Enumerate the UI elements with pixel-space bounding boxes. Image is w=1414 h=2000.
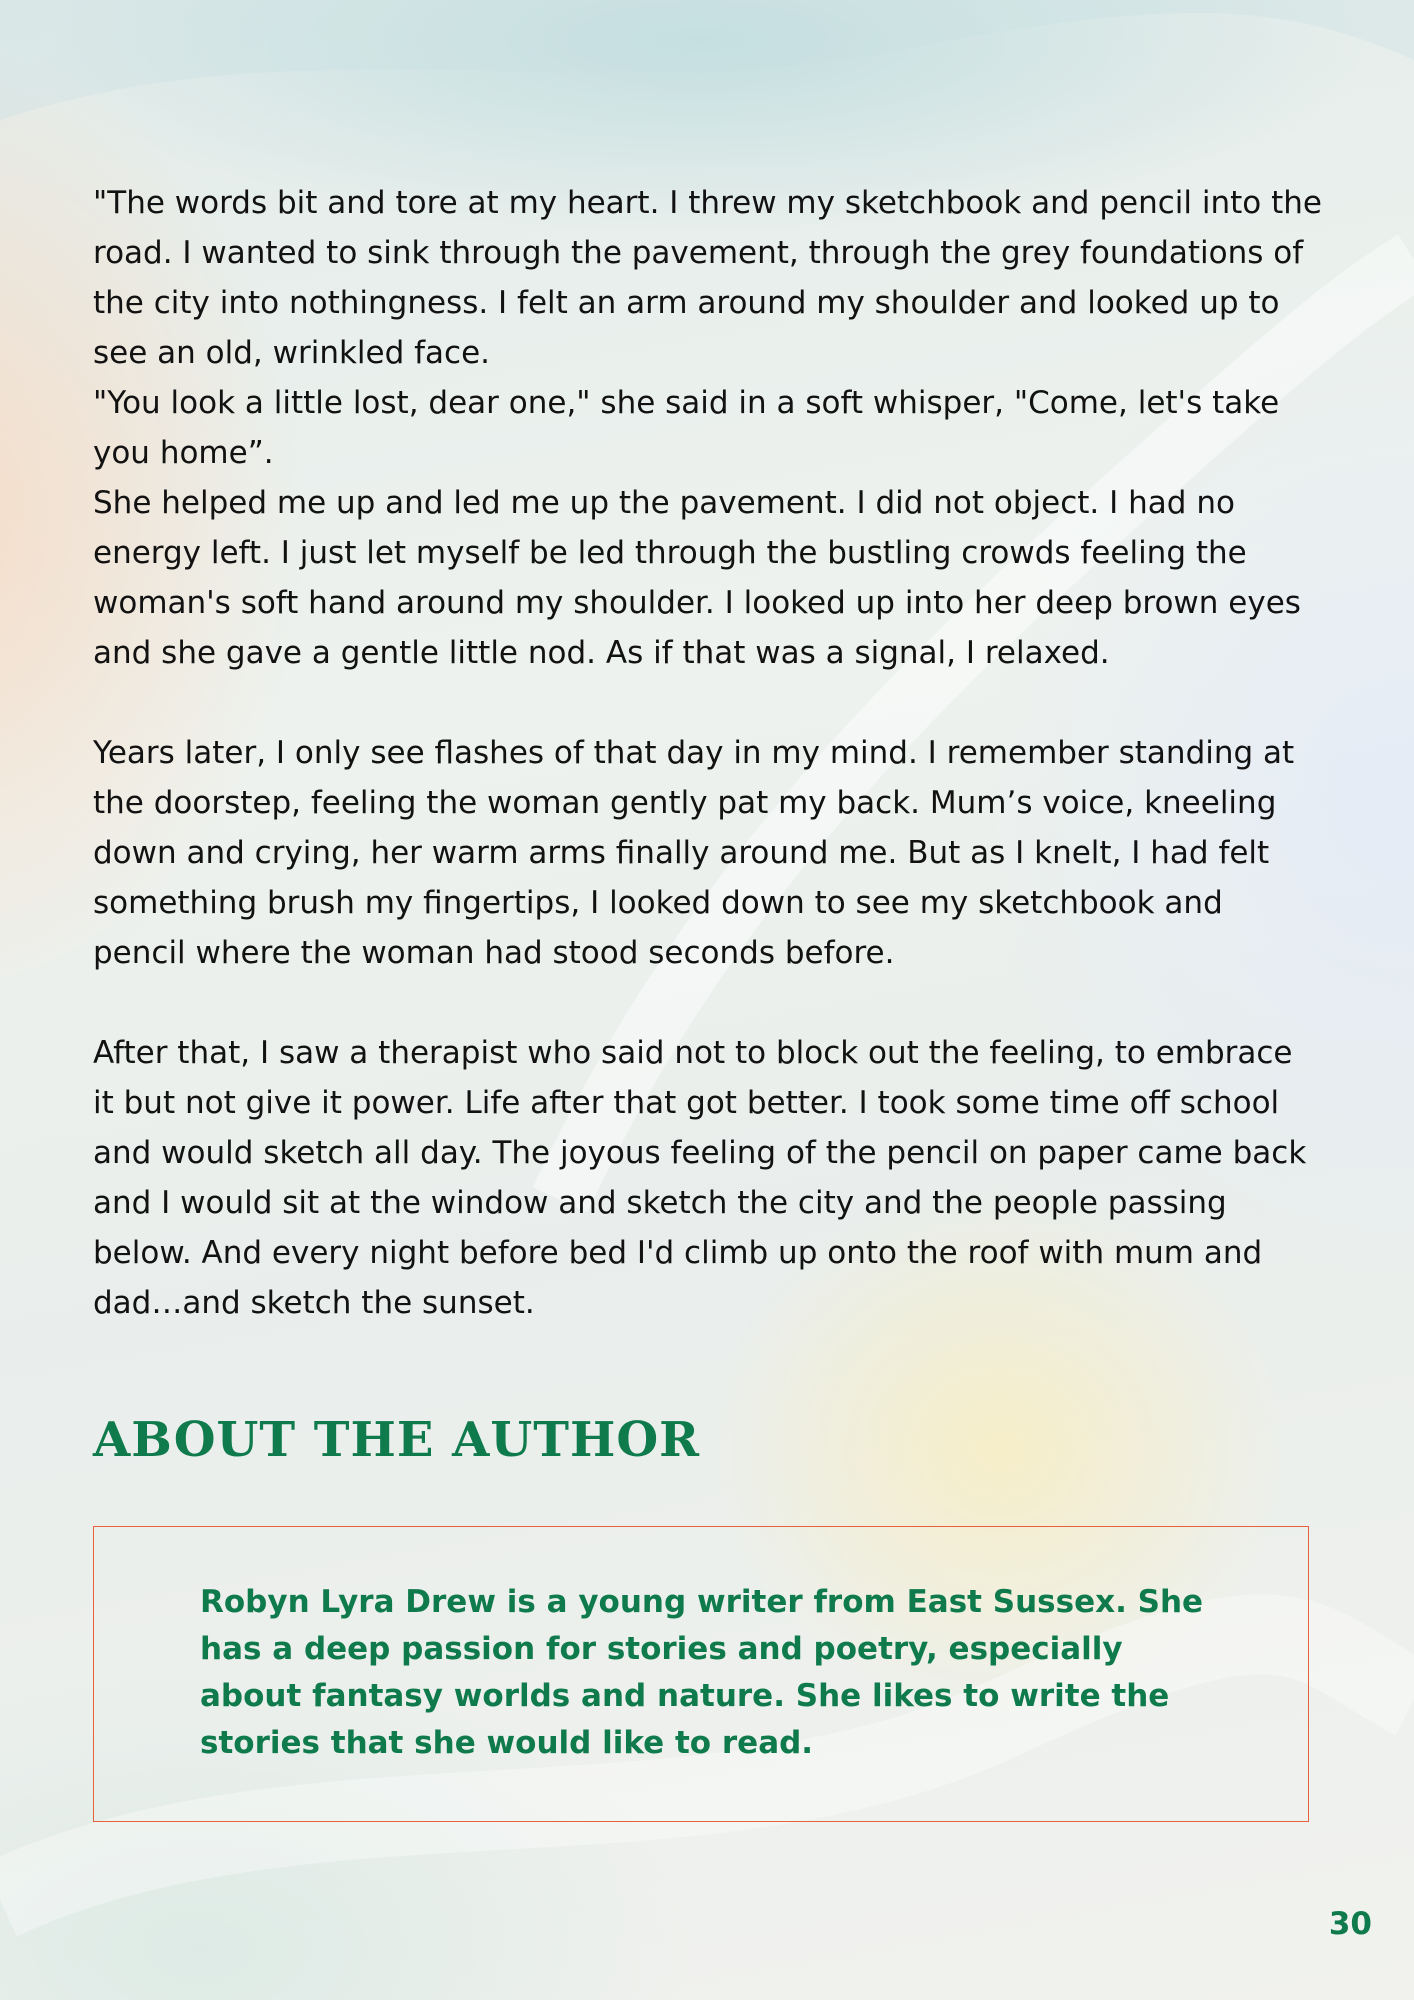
author-bio-box — [93, 1526, 1309, 1822]
story-text — [93, 178, 1323, 1328]
about-the-author-heading: ABOUT THE AUTHOR — [93, 1412, 701, 1468]
author-bio-text: Robyn Lyra Drew is a young writer from East Sussex. She has a deep passion for stories and poetry, especially about fantasy worlds and nature. She likes to write the stories that she would like to read. — [200, 1584, 1204, 1761]
page-number: 30 — [1328, 1906, 1372, 1942]
story-paragraph-1: "The words bit and tore at my heart. I threw my sketchbook and pencil into the road. I wanted to sink through the pavement, through the grey foundations of the city into nothingness. I felt an arm around my shoulder and looked up to see an old, wrinkled face. "You look a little lost, dear one," she said in a soft whisper, "Come, let's take you home”. She helped me up and led me up the pavement. I did not object. I had no energy left. I just let myself be led through the bustling crowds feeling the woman's soft hand around my shoulder. I looked up into her deep brown eyes and she gave a gentle little nod. As if that was a signal, I relaxed. — [93, 185, 1322, 671]
story-paragraph-2: Years later, I only see flashes of that day in my mind. I remember standing at the doorstep, feeling the woman gently pat my back. Mum’s voice, kneeling down and crying, her warm arms finally around me. But as I knelt, I had felt something brush my fingertips, I looked down to see my sketchbook and pencil where the woman had stood seconds before. — [93, 735, 1295, 971]
story-content — [93, 178, 1323, 1328]
story-paragraph-3: After that, I saw a therapist who said not to block out the feeling, to embrace it but not give it power. Life after that got better. I took some time off school and would sketch all day. The joyous feeling of the pencil on paper came back and I would sit at the window and sketch the city and the people passing below. And every night before bed I'd climb up onto the roof with mum and dad…and sketch the sunset. — [93, 1035, 1307, 1321]
